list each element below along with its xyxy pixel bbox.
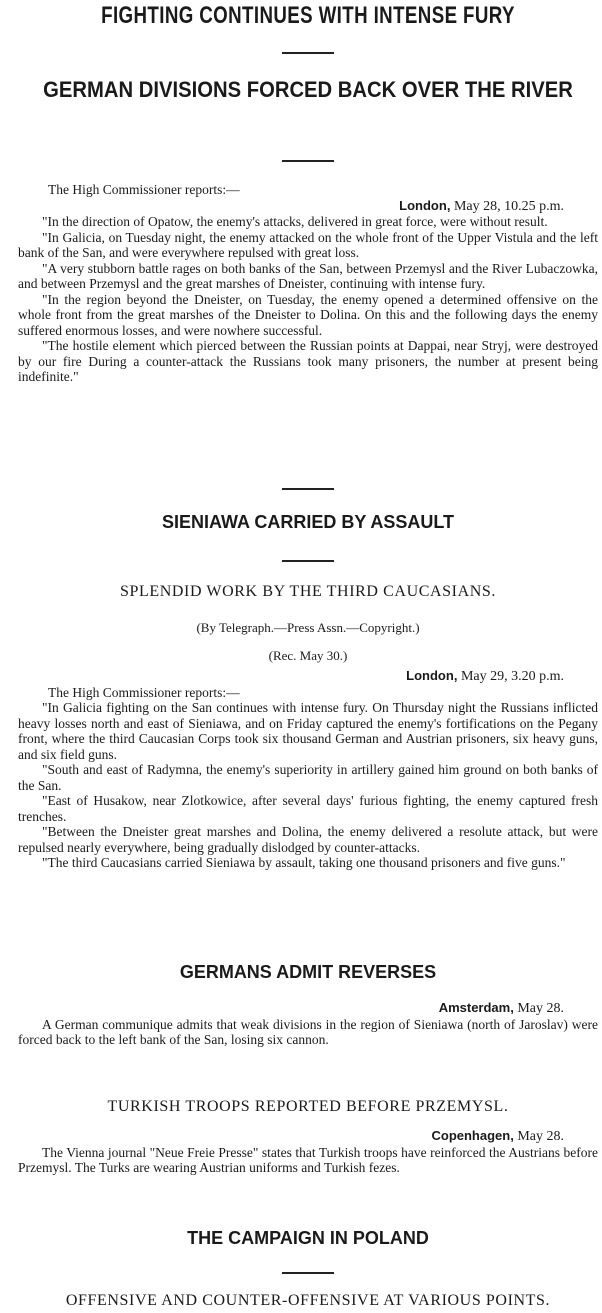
story-1-paragraph: "The hostile element which pierced between the Russian points at Dappai, near Stryj, were destroyed by our fire During a counter-attack the Russians took many prisoners, the number at present being indefinite." (18, 338, 598, 384)
main-headline: FIGHTING CONTINUES WITH INTENSE FURY (101, 2, 515, 29)
rule-2 (18, 160, 598, 162)
story-2 (18, 668, 598, 871)
story-1-paragraph: "In the direction of Opatow, the enemy's attacks, delivered in great force, were without result. (42, 214, 548, 229)
headline-6-block (18, 1292, 598, 1310)
story-2-paragraph: "East of Husakow, near Zlotkowice, after several days' furious fighting, the enemy captured fresh trenches. (18, 793, 598, 824)
dateline-date: May 28. (513, 1001, 564, 1016)
divider (282, 160, 334, 162)
telegraph-line-block (18, 620, 598, 636)
story-1-paragraph: "In the region beyond the Dneister, on Tuesday, the enemy opened a determined offensive on the whole front from the great marshes of the Dneister to Dolina. On this and the following days the enemy suffered enormous losses, and were nowhere successful. (18, 291, 598, 338)
story-2-dateline (18, 668, 598, 685)
rule-1 (18, 52, 598, 54)
headline-2-block (18, 512, 598, 533)
rule-3 (18, 488, 598, 490)
sub-headline-block (18, 74, 598, 106)
headline-5-block (18, 1228, 598, 1249)
main-headline-block (18, 2, 598, 30)
story-1-intro: The High Commissioner reports:— (48, 182, 240, 197)
divider (282, 560, 334, 562)
divider (282, 488, 334, 490)
rule-5 (18, 1272, 598, 1274)
story-4-dateline (18, 1128, 598, 1145)
rule-4 (18, 560, 598, 562)
story-2-subhead-block (18, 583, 598, 601)
story-1-paragraph: "In Galicia, on Tuesday night, the enemy attacked on the whole front of the Upper Vistula and the left bank of the San, and were everywhere repulsed with great loss. (18, 229, 598, 260)
story-2-paragraph: "The third Caucasians carried Sieniawa by assault, taking one thousand prisoners and five guns." (42, 855, 566, 870)
telegraph-credit: (By Telegraph.—Press Assn.—Copyright.) (196, 620, 420, 635)
headline-campaign-poland: THE CAMPAIGN IN POLAND (187, 1228, 429, 1248)
divider (282, 52, 334, 54)
story-1-dateline (18, 198, 598, 215)
headline-offensive: OFFENSIVE AND COUNTER-OFFENSIVE AT VARIOUS POINTS. (65, 1292, 551, 1309)
story-2-paragraph: "South and east of Radymna, the enemy's superiority in artillery gained him ground on both banks of the San. (18, 762, 598, 793)
story-1-paragraph: "A very stubborn battle rages on both banks of the San, between Przemysl and the River Lubaczowka, and between Przemysl and the great marshes of Dneister, continuing with intense fury. (18, 260, 598, 291)
story-2-paragraph: "In Galicia fighting on the San continues with intense fury. On Thursday night the Russians inflicted heavy losses north and east of Sieniawa, and on Friday captured the enemy's fortifications on the Pegany front, where the third Caucasian Corps took six thousand German and Austrian prisoners, six heavy guns, and six field guns. (18, 700, 598, 762)
story-2-subhead: SPLENDID WORK BY THE THIRD CAUCASIANS. (119, 583, 496, 600)
story-4 (18, 1128, 598, 1176)
headline-3-block (18, 962, 598, 983)
received-line-block (18, 648, 598, 664)
dateline-place: Amsterdam, (438, 1000, 514, 1015)
headline-sieniawa: SIENIAWA CARRIED BY ASSAULT (161, 512, 455, 532)
dateline-place: Copenhagen, (431, 1128, 514, 1143)
story-3-dateline (18, 1000, 598, 1017)
sub-headline: GERMAN DIVISIONS FORCED BACK OVER THE RIVER (43, 77, 573, 102)
dateline-place: London, (406, 668, 458, 683)
story-2-paragraph: "Between the Dneister great marshes and Dolina, the enemy delivered a resolute attack, but were repulsed nearly everywhere, being gradually dislodged by counter-attacks. (18, 824, 598, 855)
divider (282, 1272, 334, 1274)
dateline-date: May 29, 3.20 p.m. (457, 669, 564, 684)
story-1 (18, 182, 598, 385)
headline-turkish-troops: TURKISH TROOPS REPORTED BEFORE PRZEMYSL. (107, 1098, 509, 1115)
dateline-date: May 28. (513, 1129, 564, 1144)
story-2-intro: The High Commissioner reports:— (48, 684, 240, 700)
story-3 (18, 1000, 598, 1048)
headline-4-block (18, 1098, 598, 1116)
headline-germans-admit: GERMANS ADMIT REVERSES (179, 962, 437, 982)
dateline-date: May 28, 10.25 p.m. (450, 198, 564, 214)
story-3-paragraph: A German communique admits that weak divisions in the region of Sieniawa (north of Jaroslav) were forced back to the left bank of the San, losing six cannon. (18, 1016, 598, 1047)
story-4-paragraph: The Vienna journal "Neue Freie Presse" states that Turkish troops have reinforced the Austrians before Przemysl. The Turks are wearing Austrian uniforms and Turkish fezes. (18, 1144, 598, 1175)
dateline-place: London, (399, 197, 451, 213)
received-date: (Rec. May 30.) (268, 648, 348, 663)
